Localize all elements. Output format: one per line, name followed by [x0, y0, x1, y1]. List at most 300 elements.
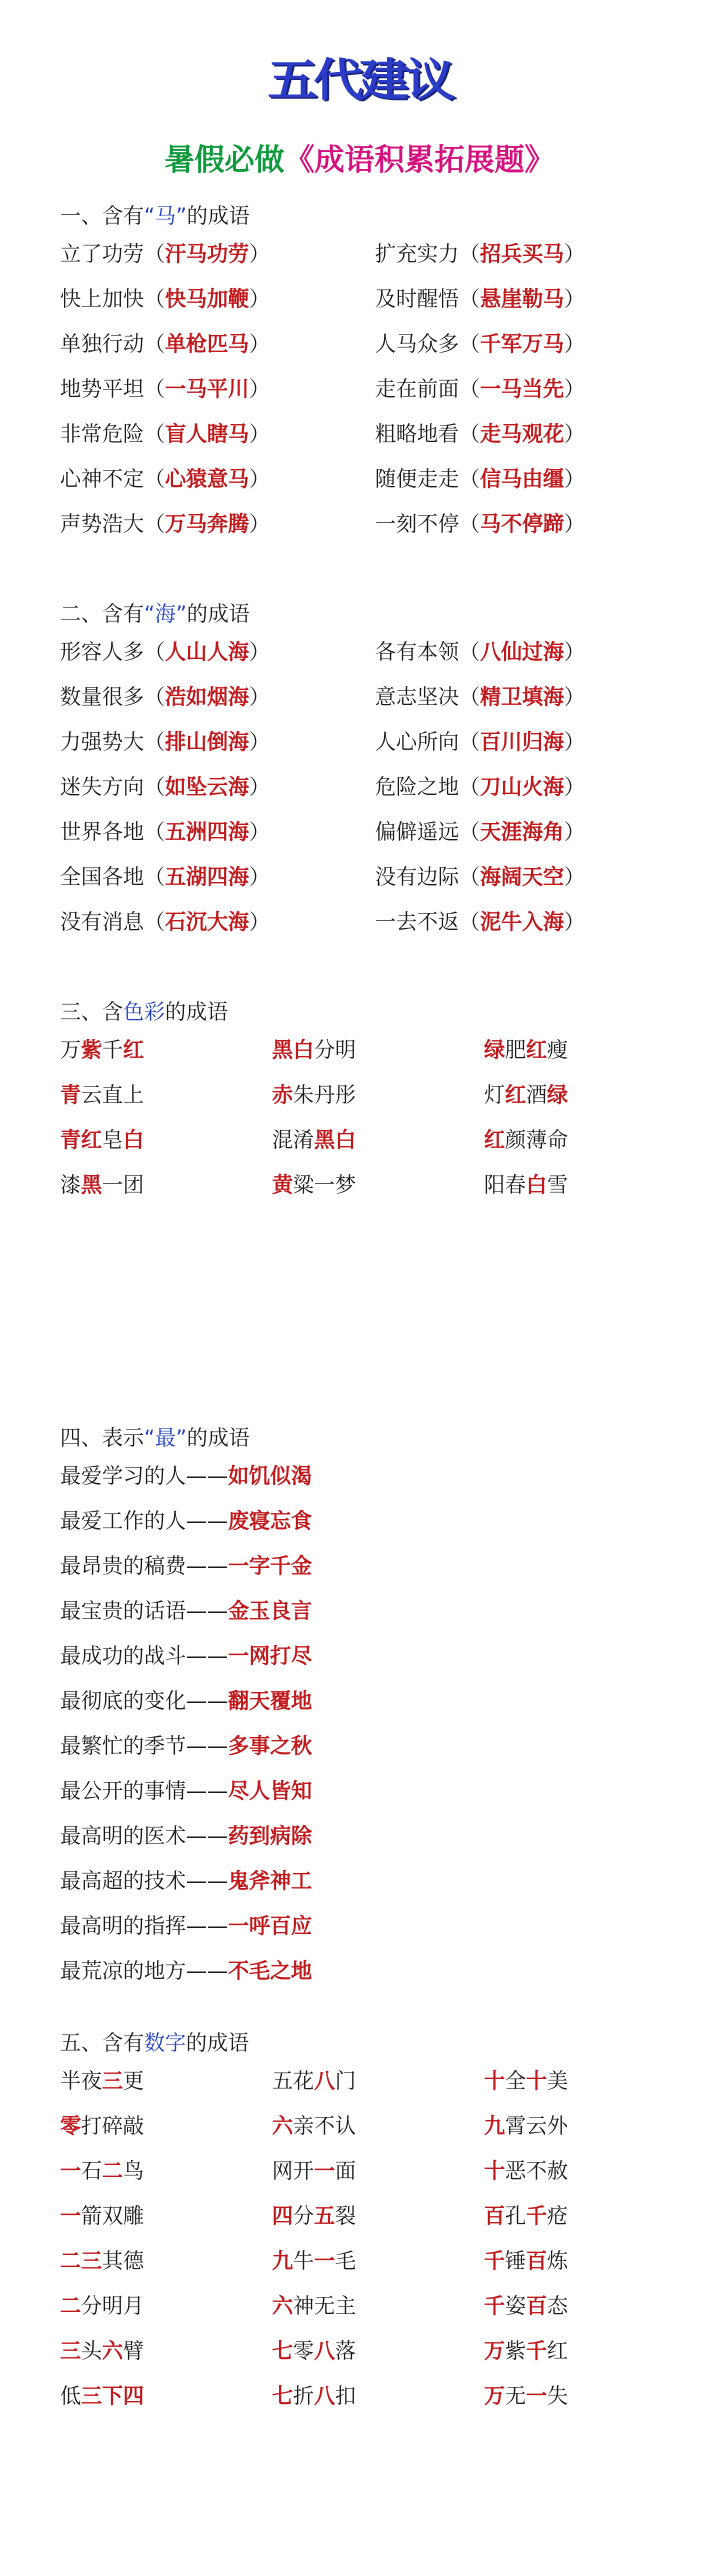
- idiom-text: 炼: [547, 2249, 568, 2273]
- idiom-bracket: ）: [249, 512, 270, 536]
- idiom-text: 颜薄命: [505, 1128, 568, 1152]
- idiom-entry: [60, 810, 270, 855]
- idiom-row: [60, 1814, 700, 1859]
- idiom-bracket: ）: [564, 730, 585, 754]
- idiom-text: 姿: [505, 2294, 526, 2318]
- idiom-highlight: 白: [526, 1173, 547, 1197]
- idiom-clue: 最高超的技术——: [60, 1869, 228, 1893]
- idiom-highlight: 八: [314, 2384, 335, 2408]
- idiom-text: 灯: [484, 1083, 505, 1107]
- idiom-entry: [60, 1073, 144, 1118]
- idiom-text: 扣: [335, 2384, 356, 2408]
- idiom-clue: 单独行动（: [60, 332, 165, 356]
- idiom-entry: [60, 412, 270, 457]
- idiom-entry: [375, 675, 585, 720]
- idiom-entry: [375, 412, 585, 457]
- idiom-highlight: 八: [314, 2339, 335, 2363]
- idiom-answer: 信马由缰: [480, 467, 564, 491]
- idiom-clue: 最彻底的变化——: [60, 1689, 228, 1713]
- idiom-highlight: 一: [314, 2159, 335, 2183]
- idiom-row: [60, 2239, 700, 2284]
- idiom-highlight: 紫: [81, 1038, 102, 1062]
- idiom-highlight: 千: [484, 2249, 505, 2273]
- idiom-text: 裂: [335, 2204, 356, 2228]
- idiom-entry: [60, 765, 270, 810]
- idiom-entry: [60, 2194, 144, 2239]
- idiom-bracket: ）: [249, 730, 270, 754]
- idiom-entry: [272, 2059, 356, 2104]
- idiom-highlight: 白: [123, 1128, 144, 1152]
- heading-key: 数字: [144, 2031, 186, 2055]
- idiom-text: 亲不认: [293, 2114, 356, 2138]
- idiom-highlight: 万: [484, 2384, 505, 2408]
- idiom-bracket: ）: [564, 467, 585, 491]
- idiom-clue: 最公开的事情——: [60, 1779, 228, 1803]
- idiom-text: 折: [293, 2384, 314, 2408]
- idiom-clue: 最荒凉的地方——: [60, 1959, 228, 1983]
- idiom-entry: [272, 2284, 356, 2329]
- idiom-text: 美: [547, 2069, 568, 2093]
- idiom-text: 分明: [314, 1038, 356, 1062]
- idiom-highlight: 黄: [272, 1173, 293, 1197]
- idiom-entry: [60, 1163, 144, 1208]
- page-title: [0, 140, 719, 182]
- idiom-entry: [60, 2329, 144, 2374]
- idiom-clue: 最爱学习的人——: [60, 1464, 228, 1488]
- idiom-entry: [60, 1118, 144, 1163]
- idiom-entry: [484, 2194, 568, 2239]
- idiom-text: 低: [60, 2384, 81, 2408]
- section-sea: [60, 598, 700, 945]
- idiom-answer: 心猿意马: [165, 467, 249, 491]
- idiom-text: 皂: [102, 1128, 123, 1152]
- idiom-clue: 一刻不停（: [375, 512, 480, 536]
- heading-post: 的成语: [186, 1426, 250, 1450]
- idiom-text: 打碎敲: [81, 2114, 144, 2138]
- idiom-highlight: 十: [526, 2069, 547, 2093]
- idiom-row: [60, 1163, 700, 1208]
- idiom-answer: 走马观花: [480, 422, 564, 446]
- title-book: 《成语积累拓展题》: [284, 143, 555, 178]
- idiom-highlight: 一: [60, 2159, 81, 2183]
- idiom-bracket: ）: [249, 865, 270, 889]
- idiom-entry: [60, 502, 270, 547]
- idiom-text: 零: [293, 2339, 314, 2363]
- idiom-highlight: 千: [526, 2339, 547, 2363]
- idiom-text: 雪: [547, 1173, 568, 1197]
- idiom-answer: 一呼百应: [228, 1914, 312, 1938]
- idiom-text: 瘦: [547, 1038, 568, 1062]
- idiom-answer: 翻天覆地: [228, 1689, 312, 1713]
- idiom-row: [60, 1118, 700, 1163]
- idiom-entry: [272, 1163, 356, 1208]
- idiom-highlight: 十: [484, 2159, 505, 2183]
- idiom-clue: 形容人多（: [60, 640, 165, 664]
- idiom-answer: 快马加鞭: [165, 287, 249, 311]
- idiom-row: [60, 720, 700, 765]
- idiom-answer: 海阔天空: [480, 865, 564, 889]
- idiom-highlight: 青: [60, 1083, 81, 1107]
- idiom-row: [60, 412, 700, 457]
- idiom-text: 恶不赦: [505, 2159, 568, 2183]
- idiom-answer: 悬崖勒马: [480, 287, 564, 311]
- idiom-highlight: 黑白: [272, 1038, 314, 1062]
- idiom-highlight: 百: [526, 2249, 547, 2273]
- idiom-text: 粱一梦: [293, 1173, 356, 1197]
- idiom-highlight: 百: [484, 2204, 505, 2228]
- idiom-row: [60, 1073, 700, 1118]
- idiom-entry: [60, 2284, 144, 2329]
- idiom-highlight: 四: [272, 2204, 293, 2228]
- idiom-answer: 精卫填海: [480, 685, 564, 709]
- section-number: [60, 2027, 700, 2419]
- idiom-clue: 最爱工作的人——: [60, 1509, 228, 1533]
- idiom-bracket: ）: [564, 820, 585, 844]
- idiom-bracket: ）: [249, 422, 270, 446]
- idiom-answer: 万马奔腾: [165, 512, 249, 536]
- idiom-highlight: 红: [123, 1038, 144, 1062]
- idiom-text: 落: [335, 2339, 356, 2363]
- idiom-entry: [375, 502, 585, 547]
- idiom-clue: 扩充实力（: [375, 242, 480, 266]
- idiom-entry: [484, 1118, 568, 1163]
- idiom-text: 红: [547, 2339, 568, 2363]
- idiom-entry: [60, 2149, 144, 2194]
- idiom-text: 更: [123, 2069, 144, 2093]
- idiom-bracket: ）: [564, 377, 585, 401]
- idiom-bracket: ）: [249, 332, 270, 356]
- idiom-text: 毛: [335, 2249, 356, 2273]
- idiom-highlight: 三下四: [81, 2384, 144, 2408]
- idiom-clue: 迷失方向（: [60, 775, 165, 799]
- idiom-entry: [375, 810, 585, 855]
- idiom-clue: 偏僻遥远（: [375, 820, 480, 844]
- idiom-highlight: 红: [505, 1083, 526, 1107]
- logo: 五代建议: [267, 53, 452, 107]
- idiom-entry: [484, 1028, 568, 1073]
- idiom-answer: 如饥似渴: [228, 1464, 312, 1488]
- idiom-text: 全: [505, 2069, 526, 2093]
- idiom-entry: [60, 855, 270, 900]
- idiom-clue: 一去不返（: [375, 910, 480, 934]
- idiom-row: [60, 1949, 700, 1994]
- idiom-row: [60, 2104, 700, 2149]
- section-heading: [60, 1422, 700, 1454]
- idiom-entry: [484, 2149, 568, 2194]
- heading-post: 的成语: [186, 204, 250, 228]
- idiom-bracket: ）: [564, 640, 585, 664]
- heading-post: 的成语: [186, 602, 250, 626]
- idiom-entry: [60, 2239, 144, 2284]
- idiom-answer: 百川归海: [480, 730, 564, 754]
- idiom-bracket: ）: [564, 512, 585, 536]
- idiom-row: [60, 2374, 700, 2419]
- idiom-bracket: ）: [564, 865, 585, 889]
- idiom-clue: 快上加快（: [60, 287, 165, 311]
- idiom-row: [60, 2329, 700, 2374]
- idiom-text: 朱丹彤: [293, 1083, 356, 1107]
- idiom-entry: [60, 630, 270, 675]
- idiom-row: [60, 630, 700, 675]
- idiom-text: 鸟: [123, 2159, 144, 2183]
- idiom-highlight: 一: [314, 2249, 335, 2273]
- idiom-row: [60, 1544, 700, 1589]
- idiom-text: 半夜: [60, 2069, 102, 2093]
- idiom-answer: 一字千金: [228, 1554, 312, 1578]
- heading-key: “海”: [144, 602, 187, 626]
- idiom-text: 失: [547, 2384, 568, 2408]
- idiom-text: 神无主: [293, 2294, 356, 2318]
- idiom-answer: 人山人海: [165, 640, 249, 664]
- idiom-bracket: ）: [249, 467, 270, 491]
- idiom-row: [60, 232, 700, 277]
- idiom-highlight: 七: [272, 2384, 293, 2408]
- idiom-entry: [272, 2329, 356, 2374]
- idiom-clue: 非常危险（: [60, 422, 165, 446]
- idiom-text: 一团: [102, 1173, 144, 1197]
- idiom-text: 云直上: [81, 1083, 144, 1107]
- idiom-row: [60, 2059, 700, 2104]
- idiom-highlight: 一: [526, 2384, 547, 2408]
- idiom-highlight: 百: [526, 2294, 547, 2318]
- idiom-answer: 刀山火海: [480, 775, 564, 799]
- idiom-row: [60, 900, 700, 945]
- idiom-clue: 最繁忙的季节——: [60, 1734, 228, 1758]
- idiom-entry: [60, 2374, 144, 2419]
- idiom-row: [60, 1904, 700, 1949]
- idiom-bracket: ）: [564, 685, 585, 709]
- idiom-bracket: ）: [564, 287, 585, 311]
- idiom-highlight: 八: [314, 2069, 335, 2093]
- idiom-bracket: ）: [249, 775, 270, 799]
- idiom-bracket: ）: [249, 640, 270, 664]
- idiom-text: 无: [505, 2384, 526, 2408]
- idiom-bracket: ）: [564, 775, 585, 799]
- idiom-answer: 尽人皆知: [228, 1779, 312, 1803]
- idiom-text: 酒: [526, 1083, 547, 1107]
- idiom-entry: [60, 277, 270, 322]
- idiom-answer: 单枪匹马: [165, 332, 249, 356]
- idiom-text: 面: [335, 2159, 356, 2183]
- section-color: [60, 996, 700, 1208]
- idiom-entry: [60, 1028, 144, 1073]
- idiom-entry: [484, 2374, 568, 2419]
- idiom-answer: 浩如烟海: [165, 685, 249, 709]
- idiom-clue: 最成功的战斗——: [60, 1644, 228, 1668]
- idiom-highlight: 红: [484, 1128, 505, 1152]
- heading-pre: 四、表示: [60, 1426, 144, 1450]
- idiom-entry: [484, 2059, 568, 2104]
- heading-post: 的成语: [165, 1000, 228, 1024]
- idiom-bracket: ）: [249, 685, 270, 709]
- idiom-answer: 八仙过海: [480, 640, 564, 664]
- idiom-answer: 五湖四海: [165, 865, 249, 889]
- idiom-bracket: ）: [564, 332, 585, 356]
- idiom-row: [60, 2284, 700, 2329]
- idiom-answer: 泥牛入海: [480, 910, 564, 934]
- idiom-entry: [272, 1028, 356, 1073]
- idiom-clue: 最高明的医术——: [60, 1824, 228, 1848]
- idiom-bracket: ）: [249, 242, 270, 266]
- idiom-row: [60, 367, 700, 412]
- idiom-answer: 汗马功劳: [165, 242, 249, 266]
- idiom-highlight: 三: [102, 2069, 123, 2093]
- idiom-clue: 意志坚决（: [375, 685, 480, 709]
- idiom-highlight: 九: [272, 2249, 293, 2273]
- idiom-row: [60, 1859, 700, 1904]
- idiom-bracket: ）: [564, 422, 585, 446]
- idiom-text: 漆: [60, 1173, 81, 1197]
- idiom-entry: [60, 232, 270, 277]
- idiom-text: 锤: [505, 2249, 526, 2273]
- idiom-entry: [375, 900, 585, 945]
- heading-key: “马”: [144, 204, 187, 228]
- idiom-clue: 声势浩大（: [60, 512, 165, 536]
- idiom-clue: 力强势大（: [60, 730, 165, 754]
- idiom-highlight: 六: [102, 2339, 123, 2363]
- idiom-row: [60, 1769, 700, 1814]
- idiom-highlight: 千: [526, 2204, 547, 2228]
- idiom-highlight: 二: [102, 2159, 123, 2183]
- idiom-clue: 全国各地（: [60, 865, 165, 889]
- idiom-answer: 五洲四海: [165, 820, 249, 844]
- idiom-answer: 一网打尽: [228, 1644, 312, 1668]
- idiom-entry: [60, 2104, 144, 2149]
- idiom-answer: 废寝忘食: [228, 1509, 312, 1533]
- idiom-text: 箭双雕: [81, 2204, 144, 2228]
- idiom-entry: [375, 232, 585, 277]
- section-heading: [60, 2027, 700, 2059]
- idiom-text: 紫: [505, 2339, 526, 2363]
- idiom-entry: [375, 630, 585, 675]
- idiom-highlight: 黑: [81, 1173, 102, 1197]
- heading-pre: 一、含有: [60, 204, 144, 228]
- idiom-highlight: 黑白: [314, 1128, 356, 1152]
- idiom-clue: 世界各地（: [60, 820, 165, 844]
- idiom-answer: 马不停蹄: [480, 512, 564, 536]
- idiom-entry: [484, 1073, 568, 1118]
- idiom-bracket: ）: [564, 242, 585, 266]
- section-heading: [60, 200, 700, 232]
- idiom-clue: 粗略地看（: [375, 422, 480, 446]
- section-most: [60, 1422, 700, 1994]
- idiom-answer: 天涯海角: [480, 820, 564, 844]
- idiom-clue: 没有消息（: [60, 910, 165, 934]
- idiom-row: [60, 2194, 700, 2239]
- idiom-clue: 危险之地（: [375, 775, 480, 799]
- idiom-entry: [375, 765, 585, 810]
- idiom-entry: [375, 322, 585, 367]
- idiom-bracket: ）: [564, 910, 585, 934]
- idiom-row: [60, 1499, 700, 1544]
- idiom-text: 牛: [293, 2249, 314, 2273]
- heading-pre: 二、含有: [60, 602, 144, 626]
- idiom-clue: 最宝贵的话语——: [60, 1599, 228, 1623]
- idiom-row: [60, 1028, 700, 1073]
- idiom-text: 其德: [102, 2249, 144, 2273]
- idiom-highlight: 零: [60, 2114, 81, 2138]
- idiom-highlight: 青红: [60, 1128, 102, 1152]
- idiom-entry: [375, 277, 585, 322]
- idiom-entry: [60, 322, 270, 367]
- idiom-highlight: 五: [314, 2204, 335, 2228]
- idiom-answer: 多事之秋: [228, 1734, 312, 1758]
- idiom-entry: [484, 2284, 568, 2329]
- idiom-row: [60, 277, 700, 322]
- idiom-answer: 千军万马: [480, 332, 564, 356]
- idiom-answer: 排山倒海: [165, 730, 249, 754]
- idiom-highlight: 赤: [272, 1083, 293, 1107]
- idiom-highlight: 二三: [60, 2249, 102, 2273]
- idiom-highlight: 六: [272, 2294, 293, 2318]
- idiom-clue: 人心所向（: [375, 730, 480, 754]
- idiom-answer: 盲人瞎马: [165, 422, 249, 446]
- idiom-text: 霄云外: [505, 2114, 568, 2138]
- idiom-bracket: ）: [249, 820, 270, 844]
- idiom-entry: [272, 2194, 356, 2239]
- idiom-highlight: 红: [526, 1038, 547, 1062]
- idiom-answer: 招兵买马: [480, 242, 564, 266]
- idiom-highlight: 九: [484, 2114, 505, 2138]
- idiom-entry: [375, 367, 585, 412]
- idiom-row: [60, 810, 700, 855]
- heading-pre: 五、含有: [60, 2031, 144, 2055]
- idiom-highlight: 万: [484, 2339, 505, 2363]
- idiom-text: 阳春: [484, 1173, 526, 1197]
- idiom-answer: 不毛之地: [228, 1959, 312, 1983]
- idiom-highlight: 七: [272, 2339, 293, 2363]
- idiom-text: 五花: [272, 2069, 314, 2093]
- idiom-row: [60, 457, 700, 502]
- heading-key: “最”: [144, 1426, 187, 1450]
- idiom-clue: 立了功劳（: [60, 242, 165, 266]
- section-heading: [60, 598, 700, 630]
- idiom-text: 混淆: [272, 1128, 314, 1152]
- idiom-answer: 如坠云海: [165, 775, 249, 799]
- heading-post: 的成语: [186, 2031, 249, 2055]
- idiom-clue: 心神不定（: [60, 467, 165, 491]
- idiom-row: [60, 2149, 700, 2194]
- idiom-entry: [60, 367, 270, 412]
- idiom-row: [60, 1454, 700, 1499]
- idiom-entry: [272, 1073, 356, 1118]
- idiom-row: [60, 502, 700, 547]
- idiom-entry: [484, 2239, 568, 2284]
- idiom-row: [60, 765, 700, 810]
- idiom-text: 肥: [505, 1038, 526, 1062]
- idiom-row: [60, 322, 700, 367]
- heading-pre: 三、含: [60, 1000, 123, 1024]
- title-prefix: 暑假必做: [164, 143, 285, 178]
- idiom-clue: 及时醒悟（: [375, 287, 480, 311]
- section-heading: [60, 996, 700, 1028]
- idiom-answer: 一马平川: [165, 377, 249, 401]
- idiom-text: 网开: [272, 2159, 314, 2183]
- idiom-clue: 数量很多（: [60, 685, 165, 709]
- idiom-text: 千: [102, 1038, 123, 1062]
- idiom-clue: 没有边际（: [375, 865, 480, 889]
- idiom-entry: [272, 2239, 356, 2284]
- idiom-highlight: 十: [484, 2069, 505, 2093]
- idiom-bracket: ）: [249, 287, 270, 311]
- idiom-answer: 药到病除: [228, 1824, 312, 1848]
- heading-key: 色彩: [123, 1000, 165, 1024]
- idiom-row: [60, 675, 700, 720]
- idiom-text: 头: [81, 2339, 102, 2363]
- idiom-highlight: 二: [60, 2294, 81, 2318]
- idiom-highlight: 千: [484, 2294, 505, 2318]
- idiom-entry: [484, 1163, 568, 1208]
